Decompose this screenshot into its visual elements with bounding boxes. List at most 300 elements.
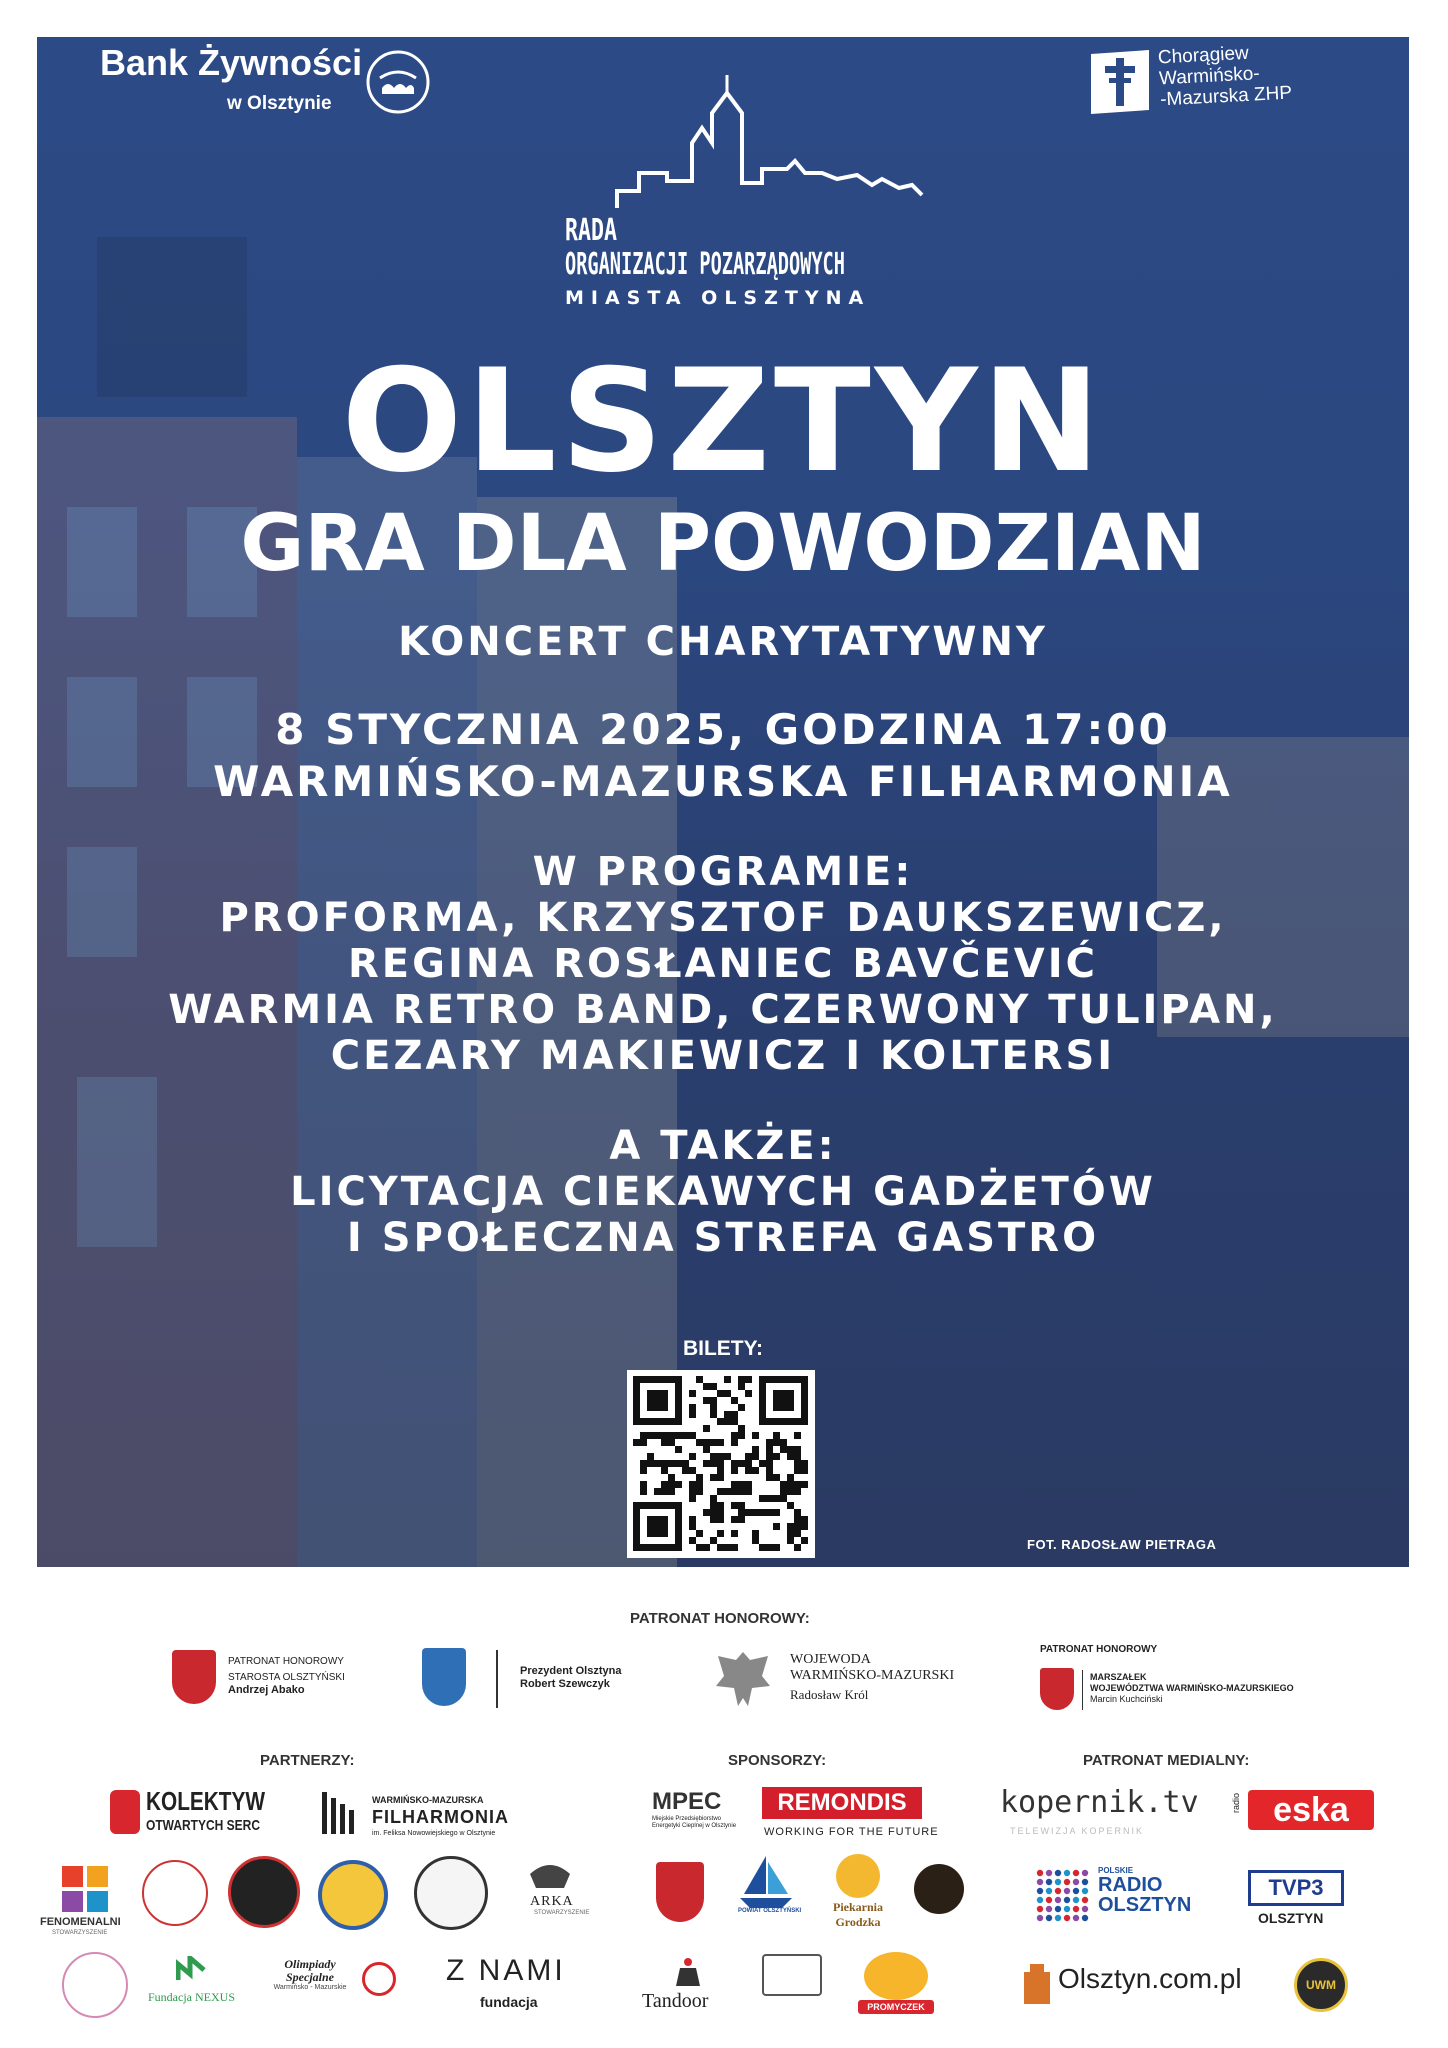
qr-module [647, 1523, 654, 1530]
program-header: W PROGRAMIE: [532, 849, 914, 895]
qr-module [787, 1397, 794, 1404]
tickets-qr-code[interactable] [627, 1370, 815, 1558]
qr-module [633, 1404, 640, 1411]
radio-dot [1046, 1897, 1052, 1903]
qr-module [654, 1488, 661, 1495]
qr-module [773, 1523, 780, 1530]
qr-module [654, 1530, 661, 1537]
qr-module [675, 1502, 682, 1509]
qr-module [703, 1383, 710, 1390]
zhp-line-3: -Mazurska ZHP [1159, 82, 1293, 111]
qr-module [745, 1460, 752, 1467]
rada-line-3: MIASTA OLSZTYNA [565, 287, 871, 309]
kolektyw-logo [146, 1786, 295, 1834]
radio-dot [1037, 1915, 1043, 1921]
qr-module [794, 1523, 801, 1530]
qr-module [787, 1453, 794, 1460]
tvp3-label: OLSZTYN [1258, 1910, 1324, 1926]
qr-module [801, 1516, 808, 1523]
qr-module [668, 1481, 675, 1488]
qr-module [801, 1411, 808, 1418]
qr-module [703, 1397, 710, 1404]
qr-module [675, 1537, 682, 1544]
radio-dot [1082, 1888, 1088, 1894]
qr-module [745, 1488, 752, 1495]
qr-module [703, 1509, 710, 1516]
qr-module [773, 1495, 780, 1502]
radio-dot [1055, 1888, 1061, 1894]
qr-module [710, 1411, 717, 1418]
qr-module [745, 1481, 752, 1488]
qr-module [731, 1397, 738, 1404]
radio-dot [1055, 1879, 1061, 1885]
qr-module [794, 1418, 801, 1425]
qr-module [633, 1418, 640, 1425]
marszalek-crest-icon [1040, 1668, 1074, 1710]
qr-module [696, 1474, 703, 1481]
radio-dot [1046, 1879, 1052, 1885]
qr-module [633, 1390, 640, 1397]
qr-module [801, 1523, 808, 1530]
qr-module [745, 1453, 752, 1460]
qr-module [654, 1418, 661, 1425]
patron-3-line-2: WARMIŃSKO-MAZURSKI [790, 1668, 955, 1683]
qr-module [759, 1544, 766, 1551]
uwm-logo: UWM [1294, 1958, 1348, 2012]
qr-module [710, 1460, 717, 1467]
qr-module [773, 1432, 780, 1439]
qr-module [773, 1474, 780, 1481]
qr-module [661, 1390, 668, 1397]
qr-module [682, 1460, 689, 1467]
olsztyn-castle-icon [1022, 1960, 1052, 2004]
qr-module [801, 1481, 808, 1488]
olimpiady-line-2: Specjalne [286, 1970, 334, 1984]
qr-module [731, 1544, 738, 1551]
qr-module [647, 1516, 654, 1523]
qr-module [633, 1537, 640, 1544]
qr-module [794, 1544, 801, 1551]
qr-module [710, 1383, 717, 1390]
nexus-label: Fundacja NEXUS [148, 1990, 235, 2004]
qr-module [759, 1404, 766, 1411]
qr-module [780, 1446, 787, 1453]
qr-module [717, 1502, 724, 1509]
qr-module [696, 1488, 703, 1495]
radio-dot [1064, 1888, 1070, 1894]
radio-dot [1082, 1915, 1088, 1921]
club-1911-icon [228, 1856, 300, 1928]
radio-dot [1064, 1906, 1070, 1912]
radio-dot [1037, 1888, 1043, 1894]
qr-module [780, 1397, 787, 1404]
qr-module [633, 1411, 640, 1418]
radio-dot [1073, 1870, 1079, 1876]
tickets-label: BILETY: [682, 1337, 764, 1360]
zeta-logo-icon [914, 1864, 964, 1914]
starosta-crest-icon [172, 1650, 216, 1704]
qr-module [689, 1481, 696, 1488]
qr-module [794, 1481, 801, 1488]
qr-module [780, 1495, 787, 1502]
qr-module [675, 1390, 682, 1397]
radio-olsztyn-logo [1098, 1866, 1191, 1915]
qr-module [752, 1446, 759, 1453]
qr-module [640, 1544, 647, 1551]
qr-module [654, 1502, 661, 1509]
qr-module [738, 1509, 745, 1516]
piekarnia-logo [826, 1900, 890, 1930]
qr-module [801, 1397, 808, 1404]
qr-module [745, 1390, 752, 1397]
qr-module [633, 1544, 640, 1551]
qr-module [675, 1418, 682, 1425]
qr-module [717, 1467, 724, 1474]
qr-module [703, 1425, 710, 1432]
city-skyline-icon [527, 73, 967, 223]
powiat-label: POWIAT OLSZTYŃSKI [738, 1908, 802, 1914]
remondis-logo: REMONDIS [762, 1787, 922, 1819]
qr-module [675, 1516, 682, 1523]
filharmonia-line-1: WARMIŃSKO-MAZURSKA [372, 1795, 484, 1805]
qr-module [696, 1530, 703, 1537]
qr-module [773, 1390, 780, 1397]
qr-module [794, 1460, 801, 1467]
rada-logo [527, 73, 967, 323]
arka-sub: STOWARZYSZENIE [534, 1910, 590, 1916]
radio-dot [1064, 1897, 1070, 1903]
patron-2-line-1: Prezydent Olsztyna [520, 1665, 622, 1677]
sponsors-header: SPONSORZY: [728, 1752, 827, 1769]
qr-module [738, 1383, 745, 1390]
qr-module [710, 1453, 717, 1460]
qr-module [668, 1474, 675, 1481]
fenomenalni-label: FENOMENALNI [40, 1916, 121, 1928]
qr-module [731, 1516, 738, 1523]
radio-dot [1073, 1915, 1079, 1921]
znami-sub: fundacja [480, 1994, 538, 2010]
program-line-1: PROFORMA, KRZYSZTOF DAUKSZEWICZ, [219, 895, 1227, 941]
qr-module [766, 1467, 773, 1474]
qr-module [766, 1418, 773, 1425]
qr-module [661, 1376, 668, 1383]
qr-module [752, 1432, 759, 1439]
patron-1-line-1: PATRONAT HONOROWY [228, 1656, 344, 1667]
zhp-logo [1089, 42, 1364, 128]
qr-module [661, 1544, 668, 1551]
qr-module [654, 1404, 661, 1411]
qr-module [801, 1467, 808, 1474]
qr-module [654, 1544, 661, 1551]
qr-module [689, 1516, 696, 1523]
qr-module [717, 1474, 724, 1481]
qr-module [787, 1376, 794, 1383]
qr-module [787, 1404, 794, 1411]
patron-4-line-3: WOJEWÓDZTWA WARMIŃSKO-MAZURSKIEGO [1090, 1683, 1294, 1693]
radio-dot [1037, 1870, 1043, 1876]
qr-module [773, 1439, 780, 1446]
qr-module [654, 1376, 661, 1383]
znami-logo: Z NAMI [446, 1954, 566, 1987]
rada-line-1: RADA [565, 213, 618, 248]
qr-module [759, 1390, 766, 1397]
filharmonia-line-2: FILHARMONIA [372, 1807, 509, 1827]
qr-module [780, 1418, 787, 1425]
mpec-logo [652, 1788, 738, 1830]
qr-module [766, 1446, 773, 1453]
radio-dot [1046, 1888, 1052, 1894]
heart-foundation-icon [142, 1860, 208, 1926]
qr-module [675, 1446, 682, 1453]
patron-4 [1090, 1672, 1294, 1705]
yellow-round-logo-icon [318, 1860, 388, 1930]
qr-module [654, 1390, 661, 1397]
patron-3-line-3: Radosław Król [790, 1687, 869, 1702]
qr-module [647, 1397, 654, 1404]
qr-module [717, 1453, 724, 1460]
qr-module [787, 1446, 794, 1453]
qr-module [661, 1418, 668, 1425]
qr-module [661, 1397, 668, 1404]
qr-module [661, 1432, 668, 1439]
qr-module [794, 1488, 801, 1495]
qr-module [759, 1418, 766, 1425]
program-line-4: CEZARY MAKIEWICZ I KOLTERSI [330, 1033, 1116, 1079]
qr-module [682, 1467, 689, 1474]
olimpiady-line-1: Olimpiady [284, 1957, 336, 1971]
event-date: 8 STYCZNIA 2025, GODZINA 17:00 [275, 705, 1171, 754]
map-logo-icon [762, 1954, 822, 1996]
qr-module [689, 1432, 696, 1439]
patron-4-line-2: MARSZAŁEK [1090, 1672, 1147, 1682]
eska-radio-label: radio [1231, 1792, 1242, 1814]
qr-module [668, 1544, 675, 1551]
qr-module [801, 1383, 808, 1390]
qr-module [647, 1530, 654, 1537]
radio-dot [1046, 1915, 1052, 1921]
patron-2 [520, 1665, 621, 1691]
qr-module [766, 1376, 773, 1383]
qr-module [654, 1397, 661, 1404]
radio-dot [1073, 1888, 1079, 1894]
qr-module [647, 1404, 654, 1411]
patron-1 [228, 1656, 345, 1697]
qr-module [794, 1467, 801, 1474]
qr-module [675, 1481, 682, 1488]
qr-module [738, 1481, 745, 1488]
qr-module [794, 1530, 801, 1537]
qr-module [633, 1530, 640, 1537]
bank-zywnosci-title: Bank Żywności [100, 42, 363, 83]
kolektyw-line-1: KOLEKTYW [146, 1786, 266, 1816]
qr-module [738, 1488, 745, 1495]
qr-module [724, 1418, 731, 1425]
qr-module [738, 1516, 745, 1523]
qr-module [647, 1418, 654, 1425]
qr-module [661, 1516, 668, 1523]
qr-module [780, 1390, 787, 1397]
qr-module [717, 1439, 724, 1446]
qr-module [780, 1439, 787, 1446]
event-kind: KONCERT CHARYTATYWNY [398, 619, 1048, 665]
qr-module [689, 1495, 696, 1502]
zhp-text [1157, 41, 1292, 111]
radio-olsztyn-line-2: RADIO [1098, 1874, 1163, 1896]
qr-module [647, 1453, 654, 1460]
qr-module [738, 1425, 745, 1432]
bank-zywnosci-logo-icon [364, 48, 432, 116]
radio-dot [1073, 1897, 1079, 1903]
qr-module [731, 1481, 738, 1488]
qr-module [717, 1516, 724, 1523]
qr-module [710, 1495, 717, 1502]
qr-module [675, 1383, 682, 1390]
arka-icon [528, 1860, 572, 1890]
qr-module [647, 1544, 654, 1551]
qr-module [752, 1467, 759, 1474]
qr-module [647, 1376, 654, 1383]
piekarnia-line-1: Piekarnia [833, 1900, 883, 1914]
radio-dot [1037, 1897, 1043, 1903]
powiat-crest-icon [656, 1862, 704, 1922]
qr-module [703, 1439, 710, 1446]
qr-module [689, 1488, 696, 1495]
qr-module [668, 1460, 675, 1467]
qr-module [752, 1453, 759, 1460]
qr-module [654, 1516, 661, 1523]
qr-module [710, 1439, 717, 1446]
qr-module [633, 1502, 640, 1509]
qr-module [661, 1481, 668, 1488]
tandoor-label: Tandoor [642, 1990, 709, 2012]
qr-module [682, 1432, 689, 1439]
qr-module [745, 1509, 752, 1516]
qr-module [738, 1460, 745, 1467]
qr-module [654, 1460, 661, 1467]
qr-module [633, 1397, 640, 1404]
qr-module [787, 1390, 794, 1397]
filharmonia-logo [372, 1794, 509, 1840]
qr-module [661, 1502, 668, 1509]
olimpiady-line-3: Warmińsko - Mazurskie [273, 1984, 347, 1991]
radio-dot [1037, 1906, 1043, 1912]
qr-module [633, 1383, 640, 1390]
qr-module [787, 1418, 794, 1425]
qr-module [787, 1530, 794, 1537]
qr-module [640, 1488, 647, 1495]
qr-module [759, 1411, 766, 1418]
qr-module [724, 1488, 731, 1495]
qr-module [773, 1418, 780, 1425]
qr-module [717, 1418, 724, 1425]
qr-module [759, 1397, 766, 1404]
patron-4-line-1: PATRONAT HONOROWY [1040, 1644, 1158, 1655]
qr-module [710, 1502, 717, 1509]
mostowianki-icon [414, 1856, 488, 1930]
qr-module [640, 1481, 647, 1488]
patron-1-line-3: Andrzej Abako [228, 1684, 305, 1696]
kopernik-tagline: TELEWIZJA KOPERNIK [1010, 1826, 1145, 1836]
qr-module [724, 1376, 731, 1383]
qr-module [766, 1509, 773, 1516]
qr-module [640, 1460, 647, 1467]
qr-module [640, 1439, 647, 1446]
qr-module [724, 1411, 731, 1418]
filharmonia-pipes-icon [322, 1792, 356, 1834]
qr-module [794, 1446, 801, 1453]
qr-module [675, 1397, 682, 1404]
qr-module [654, 1432, 661, 1439]
photo-credit: FOT. RADOSŁAW PIETRAGA [1027, 1537, 1217, 1552]
qr-module [689, 1390, 696, 1397]
qr-module [738, 1376, 745, 1383]
qr-module [710, 1404, 717, 1411]
qr-module [724, 1453, 731, 1460]
qr-module [787, 1488, 794, 1495]
qr-module [731, 1530, 738, 1537]
qr-module [717, 1488, 724, 1495]
radio-dot [1064, 1870, 1070, 1876]
qr-module [780, 1404, 787, 1411]
qr-module [773, 1544, 780, 1551]
qr-module [801, 1404, 808, 1411]
qr-module [633, 1509, 640, 1516]
qr-module [738, 1404, 745, 1411]
qr-module [647, 1460, 654, 1467]
qr-module [731, 1502, 738, 1509]
rada-line-2: ORGANIZACJI POZARZĄDOWYCH [565, 247, 845, 282]
qr-module [689, 1467, 696, 1474]
qr-module [745, 1376, 752, 1383]
radio-dot [1082, 1879, 1088, 1885]
qr-module [647, 1432, 654, 1439]
qr-module [675, 1523, 682, 1530]
qr-module [640, 1502, 647, 1509]
qr-module [787, 1523, 794, 1530]
piekarnia-icon [836, 1854, 880, 1898]
qr-module [633, 1516, 640, 1523]
qr-module [787, 1474, 794, 1481]
kopernik-logo: kopernik.tv [1000, 1785, 1199, 1820]
remondis-tagline: WORKING FOR THE FUTURE [764, 1826, 939, 1838]
qr-module [675, 1432, 682, 1439]
zhp-line-1: Chorągiew [1157, 42, 1250, 69]
qr-module [647, 1502, 654, 1509]
qr-module [773, 1404, 780, 1411]
kolektyw-line-2: OTWARTYCH SERC [146, 1817, 260, 1834]
qr-module [738, 1502, 745, 1509]
fenomenalni-sub: STOWARZYSZENIE [52, 1930, 108, 1936]
kolektyw-heart-icon [110, 1790, 140, 1834]
qr-module [731, 1460, 738, 1467]
piekarnia-line-2: Grodzka [835, 1915, 881, 1929]
qr-module [759, 1376, 766, 1383]
qr-module [724, 1390, 731, 1397]
qr-module [780, 1376, 787, 1383]
qr-module [731, 1411, 738, 1418]
qr-module [738, 1432, 745, 1439]
qr-module [717, 1530, 724, 1537]
qr-module [710, 1537, 717, 1544]
tvp3-logo: TVP3 [1248, 1870, 1344, 1906]
poster [37, 37, 1409, 1567]
qr-module [703, 1544, 710, 1551]
divider [1082, 1670, 1083, 1710]
qr-module [752, 1509, 759, 1516]
qr-module [766, 1544, 773, 1551]
qr-module [801, 1390, 808, 1397]
qr-module [745, 1467, 752, 1474]
